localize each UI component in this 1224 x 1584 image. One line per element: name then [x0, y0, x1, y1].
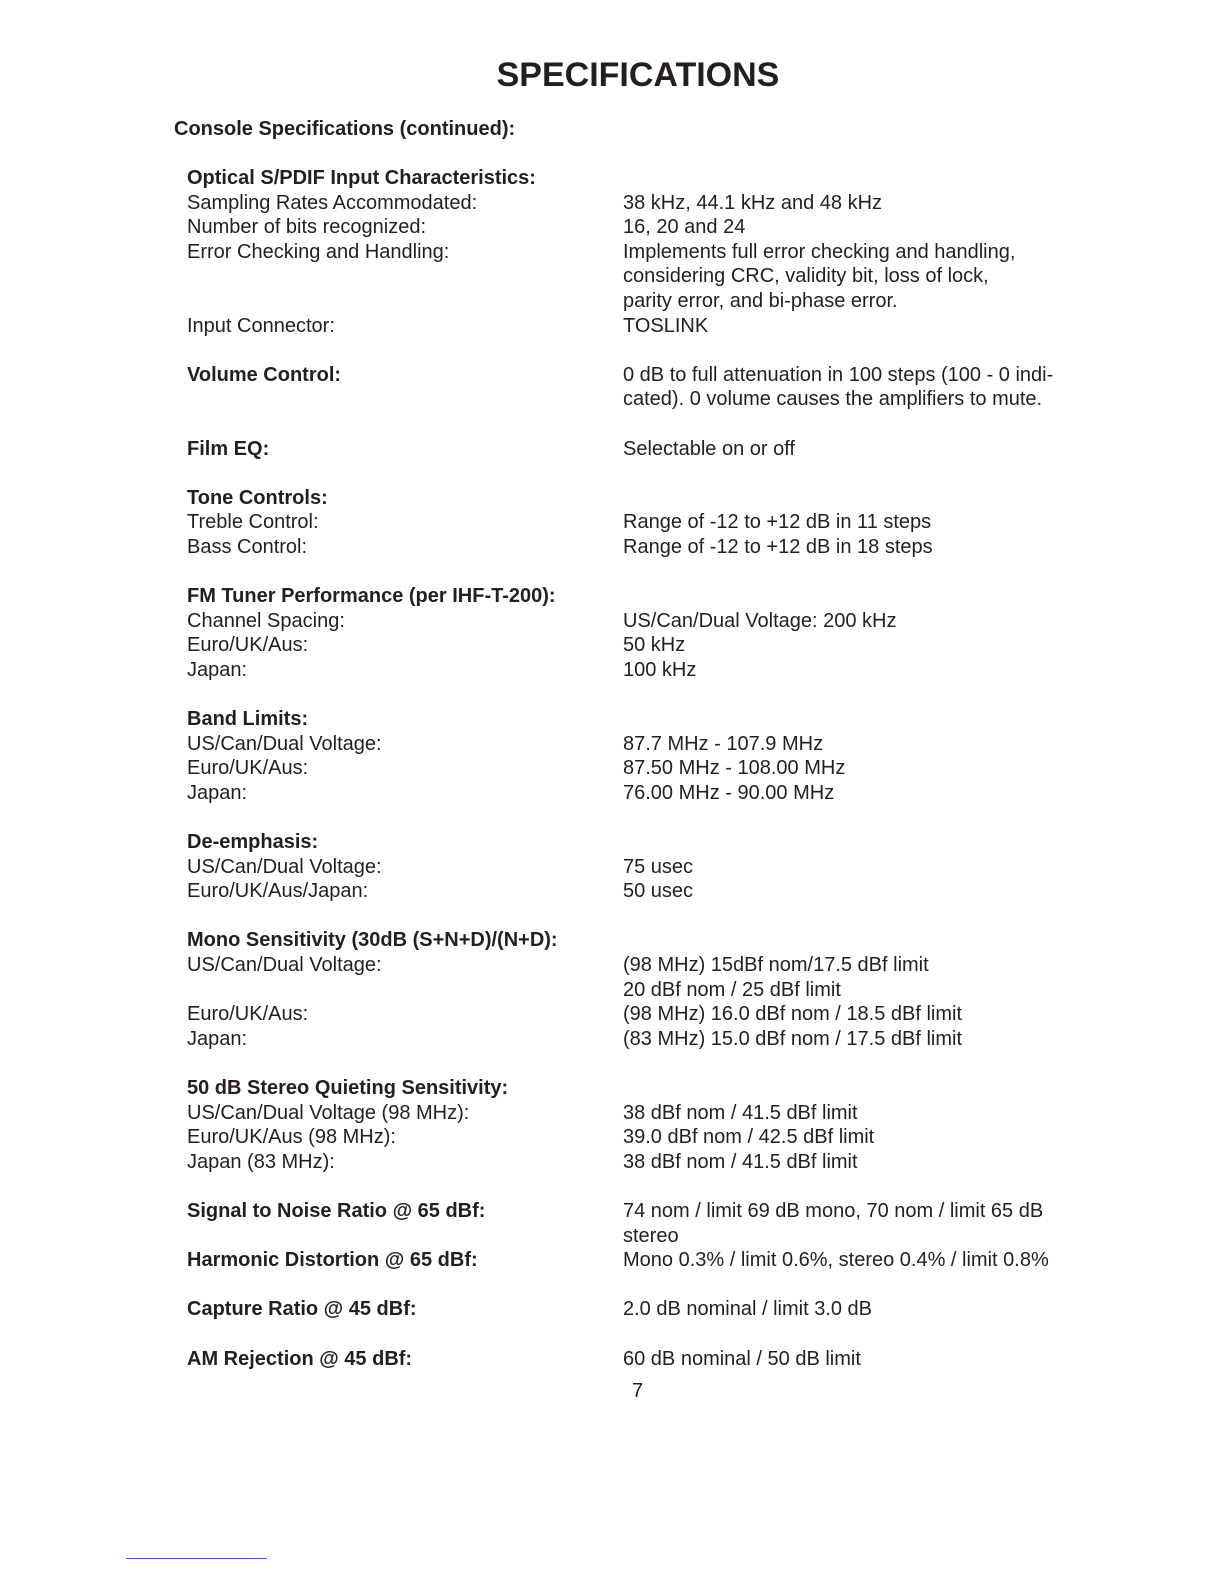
- spec-row: [187, 215, 1087, 240]
- spec-value: [623, 437, 1087, 462]
- spec-value-line: Range of -12 to +12 dB in 18 steps: [623, 535, 933, 558]
- spec-value-line: Implements full error checking and handling,: [623, 240, 1016, 263]
- spec-value-line: 74 nom / limit 69 dB mono, 70 nom / limit 65 dB: [623, 1199, 1044, 1222]
- spec-group: [187, 830, 1087, 904]
- spec-value-line: 20 dBf nom / 25 dBf limit: [623, 978, 841, 1001]
- spec-group: [187, 363, 1087, 412]
- spec-group-heading-row: [187, 928, 1087, 953]
- spec-value-line: parity error, and bi-phase error.: [623, 289, 898, 312]
- spec-value-line: Mono 0.3% / limit 0.6%, stereo 0.4% / limit 0.8%: [623, 1249, 1049, 1272]
- spec-group: [187, 707, 1087, 805]
- spec-value: [623, 314, 1087, 339]
- spec-value-line: (98 MHz) 16.0 dBf nom / 18.5 dBf limit: [623, 1003, 963, 1026]
- spec-value: [623, 1297, 1087, 1322]
- spec-group-heading: AM Rejection @ 45 dBf:: [187, 1347, 413, 1370]
- spec-value-line: 50 usec: [623, 880, 694, 903]
- spec-label: US/Can/Dual Voltage (98 MHz):: [187, 1101, 470, 1124]
- spec-row: [187, 658, 1087, 683]
- spec-value: [623, 510, 1087, 535]
- spec-row: [187, 1150, 1087, 1175]
- spec-label: Euro/UK/Aus:: [187, 634, 309, 657]
- spec-value: [623, 1125, 1087, 1150]
- spec-value-line: Range of -12 to +12 dB in 11 steps: [623, 511, 932, 534]
- spec-group: [187, 1248, 1087, 1273]
- spec-value-line: 75 usec: [623, 855, 694, 878]
- section-title: Console Specifications (continued):: [174, 118, 516, 140]
- spec-value-line: 16, 20 and 24: [623, 216, 746, 239]
- spacer: [623, 1076, 1087, 1101]
- spec-group-heading-row: [187, 1297, 1087, 1322]
- spec-value: [623, 1027, 1087, 1052]
- spec-group: [187, 1199, 1087, 1248]
- spec-row: [187, 314, 1087, 339]
- spec-value-line: 39.0 dBf nom / 42.5 dBf limit: [623, 1126, 875, 1149]
- spec-value: [623, 1101, 1087, 1126]
- spec-group-heading-row: [187, 1347, 1087, 1372]
- spec-value: [623, 781, 1087, 806]
- spec-row: [187, 633, 1087, 658]
- spec-value: [623, 658, 1087, 683]
- spec-group: [187, 1297, 1087, 1322]
- footnote-rule: [126, 1558, 267, 1559]
- spacer: [623, 928, 1087, 953]
- spec-group: [187, 584, 1087, 682]
- spec-label: US/Can/Dual Voltage:: [187, 954, 382, 976]
- spec-group-heading: Capture Ratio @ 45 dBf:: [187, 1298, 417, 1321]
- spec-value-line: (98 MHz) 15dBf nom/17.5 dBf limit: [623, 954, 929, 976]
- spec-group-heading-row: [187, 437, 1087, 462]
- spec-group-heading-row: [187, 707, 1087, 732]
- spec-row: [187, 535, 1087, 560]
- spec-value-line: 38 kHz, 44.1 kHz and 48 kHz: [623, 191, 883, 214]
- spec-group-heading-row: [187, 1076, 1087, 1101]
- spec-label: Sampling Rates Accommodated:: [187, 191, 478, 214]
- spec-value-line: stereo: [623, 1224, 679, 1247]
- page-title: SPECIFICATIONS: [496, 56, 780, 94]
- spec-value-line: Selectable on or off: [623, 437, 795, 460]
- spec-value: [623, 363, 1087, 412]
- spec-value: [623, 215, 1087, 240]
- spec-row: [187, 609, 1087, 634]
- spec-row: [187, 1002, 1087, 1027]
- spec-value: [623, 732, 1087, 757]
- spec-value-line: 60 dB nominal / 50 dB limit: [623, 1347, 861, 1370]
- spec-value: [623, 1248, 1087, 1273]
- spec-value-line: US/Can/Dual Voltage: 200 kHz: [623, 609, 897, 632]
- spec-label: Number of bits recognized:: [187, 216, 427, 239]
- spec-value: [623, 1150, 1087, 1175]
- spec-row: [187, 732, 1087, 757]
- spacer: [623, 584, 1087, 609]
- spec-label: Euro/UK/Aus:: [187, 757, 309, 780]
- specifications-list: [187, 166, 1087, 1396]
- spec-label: US/Can/Dual Voltage:: [187, 855, 382, 878]
- spec-label: Japan (83 MHz):: [187, 1150, 335, 1173]
- spec-group-heading-row: [187, 486, 1087, 511]
- spec-group-heading-row: [187, 830, 1087, 855]
- spec-value: [623, 756, 1087, 781]
- spacer: [623, 707, 1087, 732]
- spec-group: [187, 1076, 1087, 1174]
- spec-group-heading-row: [187, 1248, 1087, 1273]
- spec-group-heading: Signal to Noise Ratio @ 65 dBf:: [187, 1199, 486, 1222]
- spec-group-heading: Band Limits:: [187, 708, 309, 731]
- spec-group: [187, 437, 1087, 462]
- spec-value: [623, 535, 1087, 560]
- spec-value-line: 76.00 MHz - 90.00 MHz: [623, 781, 835, 804]
- spec-value: [623, 609, 1087, 634]
- spec-label: Euro/UK/Aus (98 MHz):: [187, 1126, 396, 1149]
- spec-value-line: 38 dBf nom / 41.5 dBf limit: [623, 1150, 858, 1173]
- spec-value-line: 87.50 MHz - 108.00 MHz: [623, 757, 846, 780]
- spec-value: [623, 1199, 1087, 1248]
- spec-group: [187, 928, 1087, 1051]
- spec-value-line: considering CRC, validity bit, loss of lock,: [623, 265, 989, 288]
- spec-row: [187, 191, 1087, 216]
- spec-value: [623, 855, 1087, 880]
- spec-value-line: 50 kHz: [623, 634, 686, 657]
- spec-value: [623, 953, 1087, 1002]
- spec-value-line: cated). 0 volume causes the amplifiers to mute.: [623, 388, 1043, 411]
- page-number: 7: [632, 1380, 644, 1402]
- spec-group-heading: 50 dB Stereo Quieting Sensitivity:: [187, 1076, 509, 1099]
- spec-row: [187, 1125, 1087, 1150]
- spec-group-heading: Volume Control:: [187, 363, 342, 386]
- spec-label: Channel Spacing:: [187, 609, 345, 632]
- spec-group: [187, 1347, 1087, 1372]
- spec-label: Japan:: [187, 658, 248, 681]
- spec-row: [187, 1101, 1087, 1126]
- spec-value-line: (83 MHz) 15.0 dBf nom / 17.5 dBf limit: [623, 1027, 963, 1050]
- spec-value: [623, 879, 1087, 904]
- spec-label: Error Checking and Handling:: [187, 240, 450, 263]
- spec-group-heading: De-emphasis:: [187, 831, 319, 854]
- spacer: [623, 830, 1087, 855]
- spec-group-heading-row: [187, 1199, 1087, 1248]
- spec-value: [623, 1347, 1087, 1372]
- spec-group: [187, 166, 1087, 338]
- spec-row: [187, 240, 1087, 314]
- spec-value-line: 0 dB to full attenuation in 100 steps (100 - 0 indi-: [623, 363, 1054, 386]
- spacer: [623, 166, 1087, 191]
- spec-label: US/Can/Dual Voltage:: [187, 732, 382, 755]
- spec-group-heading-row: [187, 166, 1087, 191]
- spec-row: [187, 879, 1087, 904]
- spec-value-line: 87.7 MHz - 107.9 MHz: [623, 732, 824, 755]
- spec-value: [623, 191, 1087, 216]
- spec-group: [187, 486, 1087, 560]
- spec-row: [187, 855, 1087, 880]
- spec-group-heading: FM Tuner Performance (per IHF-T-200):: [187, 585, 556, 608]
- spec-value-line: 38 dBf nom / 41.5 dBf limit: [623, 1101, 858, 1124]
- spec-value-line: 2.0 dB nominal / limit 3.0 dB: [623, 1298, 873, 1321]
- spec-group-heading-row: [187, 363, 1087, 412]
- spec-group-heading-row: [187, 584, 1087, 609]
- spec-row: [187, 510, 1087, 535]
- spec-label: Euro/UK/Aus:: [187, 1003, 309, 1026]
- spec-value: [623, 240, 1087, 314]
- spec-value-line: 100 kHz: [623, 658, 697, 681]
- spec-row: [187, 953, 1087, 1002]
- spec-label: Treble Control:: [187, 511, 319, 534]
- spec-row: [187, 756, 1087, 781]
- spec-group-heading: Tone Controls:: [187, 486, 328, 509]
- spec-label: Euro/UK/Aus/Japan:: [187, 880, 369, 903]
- spec-value-line: TOSLINK: [623, 314, 709, 337]
- spec-row: [187, 1027, 1087, 1052]
- spec-label: Japan:: [187, 1027, 248, 1050]
- spec-value: [623, 633, 1087, 658]
- spec-row: [187, 781, 1087, 806]
- spec-group-heading: Mono Sensitivity (30dB (S+N+D)/(N+D):: [187, 929, 558, 952]
- spacer: [623, 486, 1087, 511]
- spec-label: Bass Control:: [187, 535, 308, 558]
- spec-value: [623, 1002, 1087, 1027]
- spec-group-heading: Harmonic Distortion @ 65 dBf:: [187, 1249, 478, 1272]
- spec-group-heading: Optical S/PDIF Input Characteristics:: [187, 167, 536, 189]
- spec-label: Japan:: [187, 781, 248, 804]
- spec-group-heading: Film EQ:: [187, 437, 270, 460]
- spec-label: Input Connector:: [187, 314, 335, 337]
